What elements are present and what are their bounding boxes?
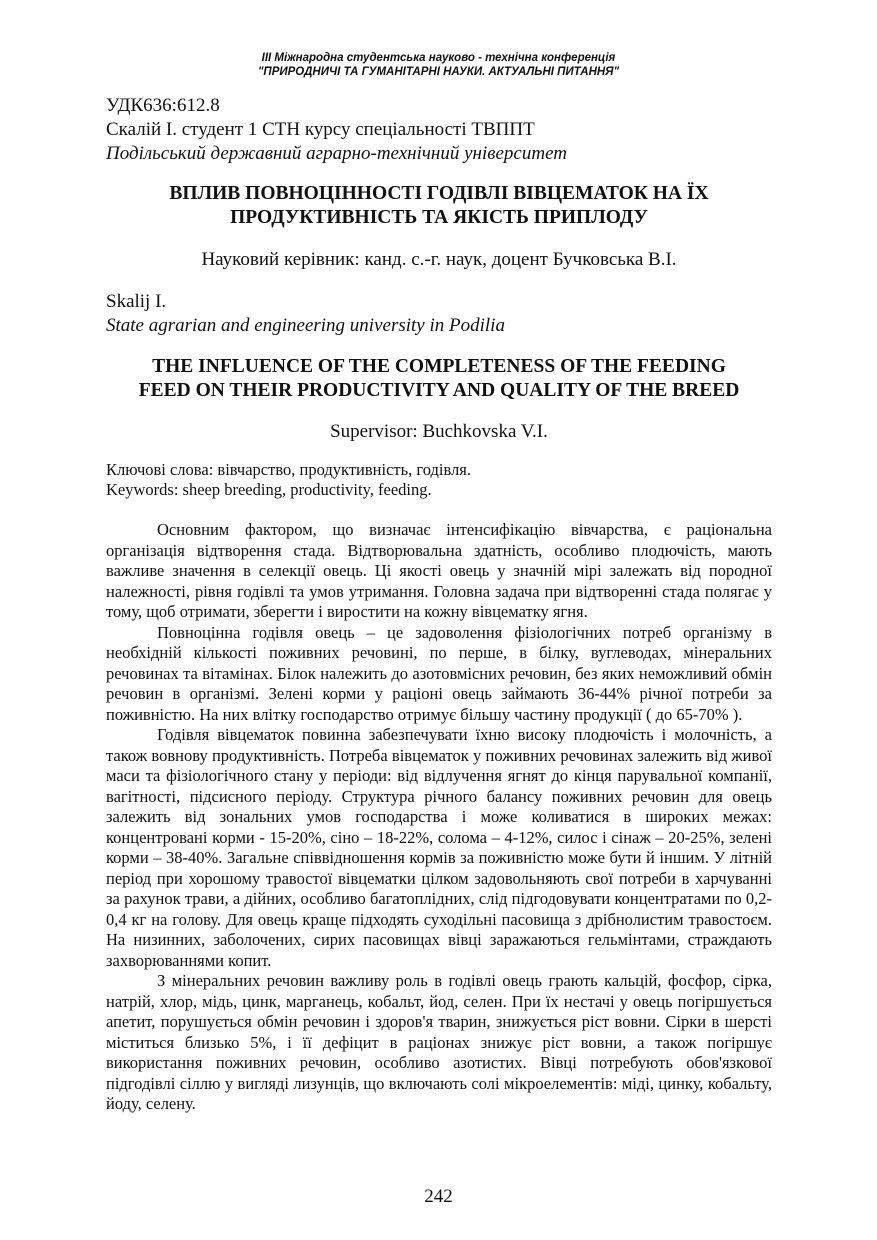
supervisor-ua: Науковий керівник: канд. с.-г. наук, доцент Бучковська В.І.	[201, 249, 677, 270]
author-en: Skalij I.	[106, 291, 167, 312]
udc-code: УДК636:612.8	[106, 95, 220, 116]
supervisor-en: Supervisor: Buchkovska V.I.	[330, 421, 548, 442]
title-en-line2: FEED ON THEIR PRODUCTIVITY AND QUALITY OF THE BREED	[138, 380, 740, 401]
body-text	[106, 520, 772, 1115]
paragraph: З мінеральних речовин важливу роль в годівлі овець грають кальцій, фосфор, сірка, натрій, хлор, мідь, цинк, марганець, кобальт, йод, селен. При їх нестачі у овець погіршується апетит, порушується обмін речовин і здоров'я тварин, знижується ріст вовни. Сірки в шерсті міститься близько 5%, і її дефіцит в раціонах знижує ріст вовни, а також погіршує використання поживних речовин, особливо азотистих. Вівці потребують обов'язкової підгодівлі сіллю у вигляді лизунців, що включають солі мікроелементів: міді, цинку, кобальту, йоду, селену.	[106, 971, 772, 1113]
paragraph: Повноцінна годівля овець – це задоволення фізіологічних потреб організму в необхідній кількості поживних речовині, по перше, в білку, вуглеводах, мінеральних речовинах та вітамінах. Білок належить до азотовмісних речовин, без яких неможливий обмін речовин в організмі. Зелені корми у раціоні овець займають 36-44% річної потреби за поживністю. На них влітку господарство отримує більшу частину продукції ( до 65-70% ).	[106, 622, 772, 724]
title-ua-line1: ВПЛИВ ПОВНОЦІННОСТІ ГОДІВЛІ ВІВЦЕМАТОК НА ЇХ	[169, 183, 709, 204]
university-ua: Подільський державний аграрно-технічний університет	[106, 143, 567, 164]
title-en-line1: THE INFLUENCE OF THE COMPLETENESS OF THE FEEDING	[152, 356, 726, 377]
author-ua: Скалій І. студент 1 СТН курсу спеціальності ТВППТ	[106, 119, 535, 140]
university-en: State agrarian and engineering university in Podilia	[106, 315, 505, 336]
paragraph: Основним фактором, що визначає інтенсифікацію вівчарства, є раціональна організація відтворення стада. Відтворювальна здатність, особливо плодючість, мають важливе значення в селекції овець. Ці якості овець у значній мірі залежать від породної належності, рівня годівлі та умов утримання. Головна задача при відтворенні стада полягає у тому, щоб отримати, зберегти і виростити на кожну вівцематку ягня.	[106, 520, 772, 621]
conference-name: ІІІ Міжнародна студентська науково - технічна конференція	[261, 52, 616, 64]
page-number: 242	[424, 1186, 453, 1207]
title-ua	[106, 182, 772, 230]
conference-header	[0, 51, 877, 79]
keywords-ua: Ключові слова: вівчарство, продуктивність, годівля.	[106, 460, 472, 479]
paragraph: Годівля вівцематок повинна забезпечувати їхню високу плодючість і молочність, а також вовнову продуктивність. Потреба вівцематок у поживних речовинах залежить від живої маси та фізіологічного стану у періоди: від відлучення ягнят до кінця парувальної компанії, вагітності, підсисного періоду. Структура річного балансу поживних речовин для овець залежить від зональних умов господарства і може коливатися в широких межах: концентровані корми - 15-20%, сіно – 18-22%, солома – 4-12%, силос і сінаж – 20-25%, зелені корми – 38-40%. Загальне співвідношення кормів за поживністю може бути й іншим. У літній період при хорошому травостої вівцематки цілком задовольняють свої потреби в харчуванні за рахунок трави, а дійних, особливо багатоплідних, слід підгодовувати концентратами по 0,2-0,4 кг на голову. Для овець краще підходять суходільні пасовища з дрібнолистим травостоєм. На низинних, заболочених, сирих пасовищах вівці заражаються гельмінтами, страждають захворюваннями копит.	[106, 725, 772, 970]
conference-theme: "ПРИРОДНИЧІ ТА ГУМАНІТАРНІ НАУКИ. АКТУАЛЬНІ ПИТАННЯ"	[257, 66, 620, 78]
paper-content	[106, 94, 772, 1115]
keywords-en: Keywords: sheep breeding, productivity, feeding.	[106, 480, 432, 499]
title-ua-line2: ПРОДУКТИВНІСТЬ ТА ЯКІСТЬ ПРИПЛОДУ	[230, 207, 648, 228]
title-en	[106, 355, 772, 403]
